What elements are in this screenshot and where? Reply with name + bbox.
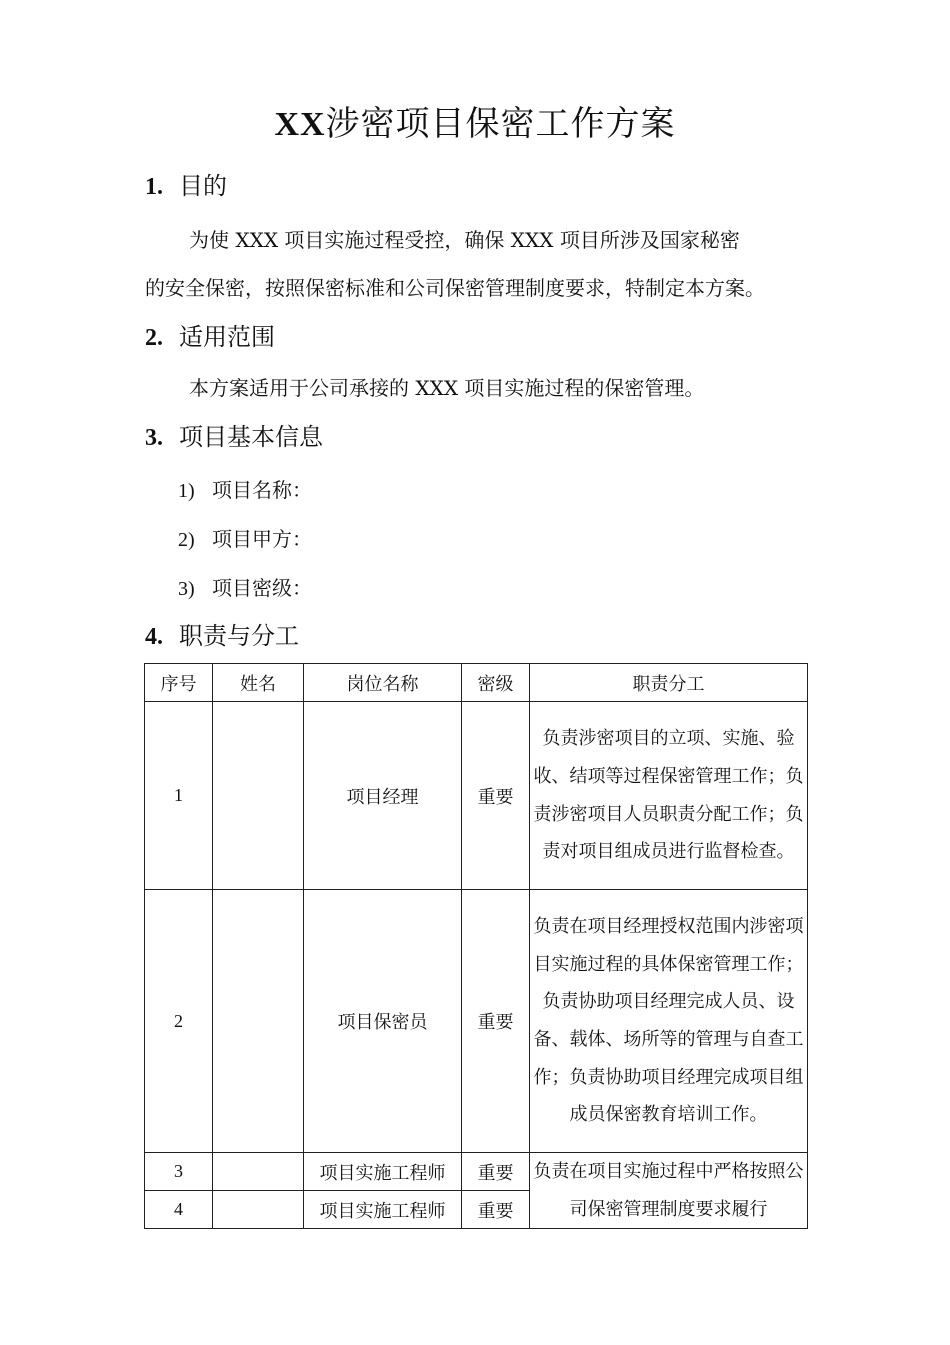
- section-number: 2.: [145, 325, 163, 351]
- item-number: 2): [178, 529, 195, 551]
- cell-no: 2: [145, 890, 213, 1153]
- cell-position: 项目实施工程师: [304, 1153, 462, 1191]
- cell-name: [213, 890, 304, 1153]
- cell-duty: 负责在项目实施过程中严格按照公司保密管理制度要求履行: [530, 1153, 808, 1229]
- duty-table: [144, 663, 808, 1229]
- header-no: 序号: [145, 664, 213, 702]
- cell-position: 项目保密员: [304, 890, 462, 1153]
- title-text: 涉密项目保密工作方案: [325, 104, 676, 144]
- item-number: 1): [178, 480, 195, 502]
- item-label: 项目甲方：: [212, 527, 312, 551]
- section-heading-project-info: [145, 417, 323, 452]
- cell-level: 重要: [462, 1191, 530, 1229]
- cell-name: [213, 1191, 304, 1229]
- table-row: [145, 702, 808, 890]
- cell-duty: 负责涉密项目的立项、实施、验收、结项等过程保密管理工作；负责涉密项目人员职责分配工作；负责对项目组成员进行监督检查。: [530, 702, 808, 890]
- scope-paragraph: 本方案适用于公司承接的 XXX 项目实施过程的保密管理。: [189, 376, 705, 400]
- section-number: 3.: [145, 425, 163, 451]
- item-label: 项目名称：: [212, 478, 312, 502]
- cell-name: [213, 702, 304, 890]
- cell-no: 1: [145, 702, 213, 890]
- item-number: 3): [178, 578, 195, 600]
- section-number: 4.: [145, 624, 163, 650]
- project-info-item: [178, 523, 312, 552]
- cell-level: 重要: [462, 1153, 530, 1191]
- cell-duty: 负责在项目经理授权范围内涉密项目实施过程的具体保密管理工作；负责协助项目经理完成人员、设备、载体、场所等的管理与自查工作；负责协助项目经理完成项目组成员保密教育培训工作。: [530, 890, 808, 1153]
- table-row: [145, 1153, 808, 1191]
- header-level: 密级: [462, 664, 530, 702]
- cell-level: 重要: [462, 702, 530, 890]
- header-position: 岗位名称: [304, 664, 462, 702]
- cell-position: 项目经理: [304, 702, 462, 890]
- cell-no: 4: [145, 1191, 213, 1229]
- section-number: 1.: [145, 174, 163, 200]
- cell-no: 3: [145, 1153, 213, 1191]
- section-title: 适用范围: [179, 323, 275, 351]
- header-name: 姓名: [213, 664, 304, 702]
- title-prefix: XX: [274, 106, 326, 143]
- cell-position: 项目实施工程师: [304, 1191, 462, 1229]
- section-title: 目的: [179, 172, 227, 200]
- section-title: 项目基本信息: [179, 423, 323, 451]
- header-duty: 职责分工: [530, 664, 808, 702]
- section-heading-duties: [145, 616, 299, 651]
- section-heading-purpose: [145, 166, 227, 201]
- purpose-paragraph-line1: 为使 XXX 项目实施过程受控，确保 XXX 项目所涉及国家秘密: [189, 228, 740, 252]
- section-heading-scope: [145, 317, 275, 352]
- item-label: 项目密级：: [212, 576, 312, 600]
- table-header-row: [145, 664, 808, 702]
- cell-level: 重要: [462, 890, 530, 1153]
- project-info-item: [178, 474, 312, 503]
- project-info-item: [178, 572, 312, 601]
- purpose-paragraph-line2: 的安全保密，按照保密标准和公司保密管理制度要求，特制定本方案。: [145, 276, 765, 300]
- cell-name: [213, 1153, 304, 1191]
- table-row: [145, 890, 808, 1153]
- section-title: 职责与分工: [179, 622, 299, 650]
- document-title: [0, 96, 950, 145]
